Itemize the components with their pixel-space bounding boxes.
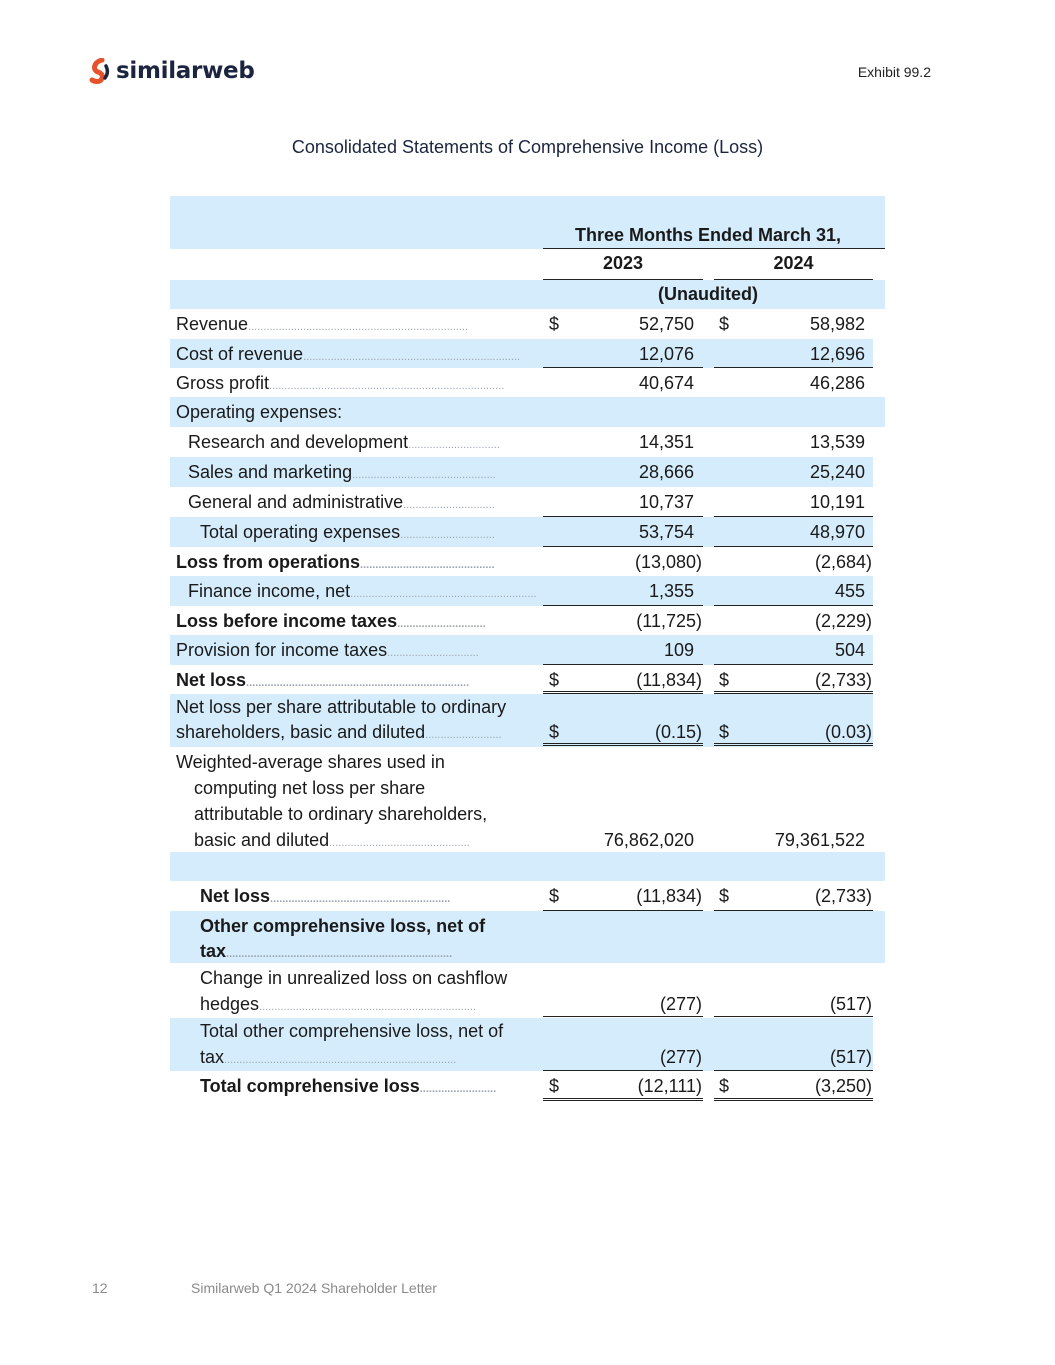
unaudited-label: (Unaudited) [658, 284, 758, 304]
value-2023: (277) [659, 994, 702, 1014]
row-label: hedges [200, 994, 260, 1014]
value-2023: (0.15) [654, 722, 702, 742]
table-row: Loss from operations............................................ (13,080) (2,684) [170, 547, 885, 576]
table-row: Weighted-average shares used in computing net loss per share attributable to ordinary shareholders, basic and diluted.............................................. 76,862,020 79,361,522 [170, 747, 885, 852]
value-2024: 58,982 [809, 314, 865, 334]
table-row: Other comprehensive loss, net of tax.......................................................................... [170, 911, 885, 963]
value-2024: 12,696 [809, 344, 865, 364]
value-2024: (2,733) [814, 886, 872, 906]
value-2023: 76,862,020 [603, 830, 694, 850]
row-label: Total comprehensive loss [200, 1076, 420, 1096]
table-row: Net loss........................................................... $ (11,834) $ (2,733) [170, 881, 885, 911]
currency-symbol: $ [549, 314, 560, 334]
period-header: Three Months Ended March 31, [574, 225, 842, 245]
currency-symbol: $ [549, 722, 560, 742]
row-label: tax [200, 1047, 225, 1067]
currency-symbol: $ [719, 670, 730, 690]
currency-symbol: $ [719, 722, 730, 742]
statement-title: Consolidated Statements of Comprehensive Income (Loss) [291, 137, 764, 157]
value-2023: 14,351 [638, 432, 694, 452]
row-label: Change in unrealized loss on cashflow [200, 968, 508, 988]
table-row: Net loss per share attributable to ordinary shareholders, basic and diluted......................... $ (0.15) $ (0.03) [170, 694, 873, 747]
table-row: Total operating expenses............................... 53,754 48,970 [170, 517, 885, 547]
row-label: Cost of revenue [176, 344, 304, 364]
table-row: Sales and marketing............................................... 28,666 25,240 [170, 457, 885, 487]
row-label: Gross profit [176, 373, 270, 393]
value-2023: 12,076 [638, 344, 694, 364]
brand-name: similarweb [116, 58, 255, 84]
value-2024: 25,240 [809, 462, 865, 482]
value-2023: (12,111) [637, 1076, 702, 1096]
table-row: Revenue........................................................................ $ 52,750 $ 58,982 [170, 309, 885, 339]
row-label: shareholders, basic and diluted [176, 722, 426, 742]
table-header-row [170, 196, 885, 249]
table-row: Total comprehensive loss......................... $ (12,111) $ (3,250) [170, 1071, 885, 1103]
currency-symbol: $ [719, 1076, 730, 1096]
value-2024: (0.03) [824, 722, 872, 742]
row-label: Loss from operations [176, 552, 361, 572]
table-row: Total other comprehensive loss, net of tax............................................................................ (277) (517) [170, 1018, 885, 1071]
row-label: Loss before income taxes [176, 611, 398, 631]
exhibit-label: Exhibit 99.2 [857, 64, 931, 80]
table-row: Finance income, net............................................................. 1,355 455 [170, 576, 885, 606]
value-2023: 1,355 [648, 581, 694, 601]
similarweb-swirl-icon [89, 58, 111, 84]
row-label: attributable to ordinary shareholders, [194, 804, 488, 824]
row-label: Research and development [188, 432, 409, 452]
value-2024: 13,539 [809, 432, 865, 452]
value-2024: 48,970 [809, 522, 865, 542]
table-row [170, 397, 885, 427]
value-2024: (517) [829, 1047, 872, 1067]
table-row: Net loss......................................................................... $ (11,834) $ (2,733) [170, 665, 885, 694]
value-2024: 504 [834, 640, 865, 660]
value-2024: 46,286 [809, 373, 865, 393]
row-label: Net loss per share attributable to ordinary [176, 697, 507, 717]
value-2024: 10,191 [809, 492, 865, 512]
table-row: Cost of revenue....................................................................... 12,076 12,696 [170, 339, 885, 368]
income-statement-table [170, 196, 885, 1103]
row-label: Net loss [200, 886, 271, 906]
row-label: tax [200, 941, 227, 961]
value-2023: (11,834) [636, 670, 702, 690]
value-2024: 79,361,522 [774, 830, 865, 850]
row-label: Total operating expenses [200, 522, 401, 542]
table-row: Loss before income taxes............................. (11,725) (2,229) [170, 606, 885, 635]
table-row: Provision for income taxes.............................. 109 504 [170, 635, 885, 665]
value-2023: (277) [659, 1047, 702, 1067]
value-2023: 28,666 [638, 462, 694, 482]
row-label: Other comprehensive loss, net of [200, 916, 486, 936]
value-2023: 109 [663, 640, 694, 660]
currency-symbol: $ [719, 314, 730, 334]
similarweb-logo [89, 58, 254, 84]
footer-text: Similarweb Q1 2024 Shareholder Letter [191, 1280, 437, 1296]
row-label: Net loss [176, 670, 247, 690]
row-label: basic and diluted [194, 830, 330, 850]
value-2024: (3,250) [814, 1076, 872, 1096]
value-2024: (2,733) [814, 670, 872, 690]
value-2023: 53,754 [638, 522, 694, 542]
row-label: Sales and marketing [188, 462, 353, 482]
row-label: computing net loss per share [194, 778, 426, 798]
spacer-row [170, 852, 885, 881]
row-label: Weighted-average shares used in [176, 752, 445, 772]
value-2023: (11,725) [636, 611, 702, 631]
value-2023: 10,737 [638, 492, 694, 512]
value-2024: (2,684) [814, 552, 872, 572]
value-2024: 455 [834, 581, 865, 601]
currency-symbol: $ [719, 886, 730, 906]
unaudited-row [170, 280, 885, 309]
currency-symbol: $ [549, 670, 560, 690]
year-2024: 2024 [773, 253, 814, 273]
years-row [170, 249, 885, 280]
row-label: Provision for income taxes [176, 640, 388, 660]
page-number: 12 [92, 1280, 108, 1296]
value-2023: 40,674 [638, 373, 694, 393]
row-label: Operating expenses: [176, 402, 343, 422]
row-label: Revenue [176, 314, 249, 334]
value-2024: (517) [829, 994, 872, 1014]
value-2023: 52,750 [638, 314, 694, 334]
value-2023: (13,080) [634, 552, 702, 572]
value-2023: (11,834) [636, 886, 702, 906]
value-2024: (2,229) [814, 611, 872, 631]
row-label: Finance income, net [188, 581, 351, 601]
row-label: General and administrative [188, 492, 404, 512]
table-row: Change in unrealized loss on cashflow hedges....................................................................... (277) (517) [170, 963, 885, 1018]
row-label: Total other comprehensive loss, net of [200, 1021, 504, 1041]
table-row: Research and development.............................. 14,351 13,539 [170, 427, 885, 457]
table-row: Gross profit............................................................................. 40,674 46,286 [170, 368, 885, 397]
year-2023: 2023 [602, 253, 644, 273]
currency-symbol: $ [549, 886, 560, 906]
currency-symbol: $ [549, 1076, 560, 1096]
table-row: General and administrative.............................. 10,737 10,191 [170, 487, 885, 517]
